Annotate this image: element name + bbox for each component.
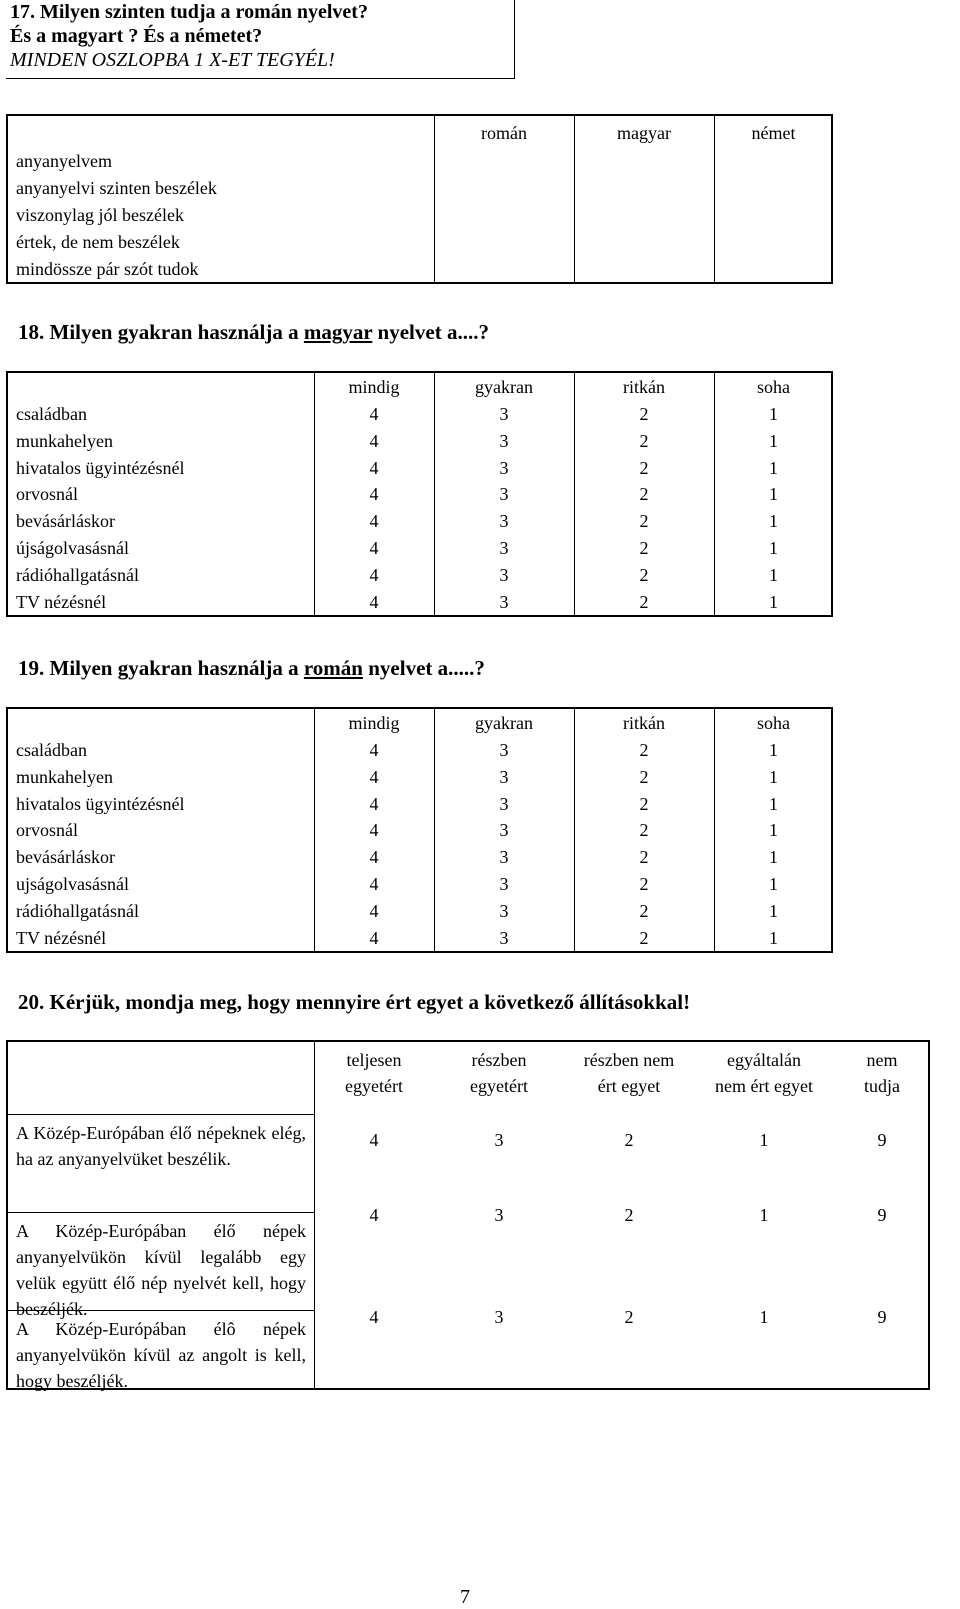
q18-row-value[interactable]: 2 bbox=[639, 484, 649, 505]
q20-col-reszben-nem: részben nem ért egyet bbox=[583, 1050, 675, 1096]
q19-row-value[interactable]: 4 bbox=[369, 740, 379, 760]
q19-title-suffix: nyelvet a.....? bbox=[362, 656, 485, 680]
q20-row-value[interactable]: 1 bbox=[759, 1130, 769, 1150]
q19-row-value[interactable]: 4 bbox=[369, 766, 379, 787]
q17-line1: 17. Milyen szinten tudja a román nyelvet? bbox=[10, 1, 368, 23]
q19-col-gyakran: gyakran bbox=[475, 713, 533, 733]
q19-row-value[interactable]: 2 bbox=[639, 847, 649, 868]
q18-col-gyakran: gyakran bbox=[475, 377, 533, 397]
q18-row-value[interactable]: 2 bbox=[639, 538, 649, 558]
q19-row-label: hivatalos ügyintézésnél bbox=[16, 793, 185, 814]
q19-row-value[interactable]: 2 bbox=[639, 766, 649, 787]
q20-statement: A Közép-Európában élô népek anyanyelvükön kívül az angolt is kell, hogy beszéljék. bbox=[16, 1319, 306, 1391]
q18-row-value[interactable]: 1 bbox=[769, 564, 778, 585]
q18-row-value[interactable]: 4 bbox=[369, 591, 379, 612]
q20-row-value[interactable]: 4 bbox=[369, 1307, 379, 1327]
q19-col-soha: soha bbox=[757, 713, 790, 733]
q18-row-value[interactable]: 2 bbox=[639, 591, 649, 612]
q18-row-value[interactable]: 3 bbox=[499, 591, 509, 612]
q17-row-label: értek, de nem beszélek bbox=[16, 232, 180, 252]
q18-row-value[interactable]: 3 bbox=[499, 511, 509, 532]
q17-row-label: viszonylag jól beszélek bbox=[16, 205, 184, 225]
q20-row-value[interactable]: 3 bbox=[494, 1130, 504, 1150]
q18-row-value[interactable]: 4 bbox=[369, 484, 379, 505]
q19-row-label: munkahelyen bbox=[16, 766, 113, 787]
q19-row-value[interactable]: 1 bbox=[769, 900, 778, 921]
q18-row-value[interactable]: 1 bbox=[769, 538, 778, 558]
q19-row-value[interactable]: 4 bbox=[369, 820, 379, 841]
q19-row-value[interactable]: 3 bbox=[499, 820, 509, 841]
q19-title-prefix: 19. Milyen gyakran használja a bbox=[18, 656, 304, 680]
q18-row-label: rádióhallgatásnál bbox=[16, 564, 139, 585]
q20-row-value[interactable]: 1 bbox=[759, 1307, 769, 1327]
q19-row-value[interactable]: 3 bbox=[499, 793, 509, 814]
q18-row-value[interactable]: 2 bbox=[639, 430, 649, 451]
q19-col-ritkan: ritkán bbox=[623, 713, 665, 733]
q20-row-value[interactable]: 9 bbox=[877, 1130, 887, 1150]
q20-row-value[interactable]: 9 bbox=[877, 1205, 887, 1225]
q18-col-ritkan: ritkán bbox=[623, 377, 665, 397]
q19-row-value[interactable]: 1 bbox=[769, 820, 778, 841]
q17-row-label: mindössze pár szót tudok bbox=[16, 259, 199, 279]
q18-table bbox=[6, 371, 833, 617]
q19-row-value[interactable]: 4 bbox=[369, 927, 379, 948]
q18-row-value[interactable]: 4 bbox=[369, 538, 379, 558]
q19-row-value[interactable]: 3 bbox=[499, 740, 509, 760]
q20-statement: A Közép-Európában élő népeknek elég, ha az anyanyelvüket beszélik. bbox=[16, 1123, 306, 1169]
q19-table bbox=[6, 707, 833, 953]
q18-row-value[interactable]: 3 bbox=[499, 430, 509, 451]
q19-row-value[interactable]: 4 bbox=[369, 793, 379, 814]
q19-row-value[interactable]: 2 bbox=[639, 900, 649, 921]
q18-row-label: munkahelyen bbox=[16, 430, 113, 451]
q18-row-value[interactable]: 1 bbox=[769, 511, 778, 532]
q18-row-value[interactable]: 4 bbox=[369, 457, 379, 478]
q20-col-nem-tudja: nem tudja bbox=[864, 1050, 900, 1096]
q18-row-value[interactable]: 4 bbox=[369, 430, 379, 451]
q20-row-value[interactable]: 2 bbox=[624, 1205, 634, 1225]
q18-row-value[interactable]: 2 bbox=[639, 511, 649, 532]
q18-row-value[interactable]: 1 bbox=[769, 457, 778, 478]
q18-row-value[interactable]: 1 bbox=[769, 430, 778, 451]
q18-row-value[interactable]: 2 bbox=[639, 564, 649, 585]
q19-row-value[interactable]: 2 bbox=[639, 874, 649, 894]
q18-row-value[interactable]: 1 bbox=[769, 484, 778, 505]
q18-row-value[interactable]: 3 bbox=[499, 457, 509, 478]
q19-row-value[interactable]: 1 bbox=[769, 793, 778, 814]
q19-row-value[interactable]: 2 bbox=[639, 927, 649, 948]
q18-row-value[interactable]: 4 bbox=[369, 564, 379, 585]
q18-title-language: magyar bbox=[303, 320, 373, 344]
q19-row-label: orvosnál bbox=[16, 820, 78, 841]
q17-title bbox=[10, 0, 368, 72]
q19-row-value[interactable]: 3 bbox=[499, 847, 509, 868]
q19-row-value[interactable]: 2 bbox=[639, 793, 649, 814]
q17-instruction: MINDEN OSZLOPBA 1 X-ET TEGYÉL! bbox=[10, 49, 335, 71]
q17-col-magyar: magyar bbox=[617, 123, 671, 143]
q19-title-language: román bbox=[303, 656, 363, 680]
q19-col-mindig: mindig bbox=[348, 713, 400, 733]
q18-row-value[interactable]: 1 bbox=[769, 404, 778, 424]
q20-statement: A Közép-Európában élő népek anyanyelvükön kívül legalább egy velük együtt élő nép nyelvét kell, hogy beszéljék. bbox=[16, 1221, 306, 1319]
q18-row-value[interactable]: 2 bbox=[639, 457, 649, 478]
q19-row-value[interactable]: 1 bbox=[769, 847, 778, 868]
q17-col-nemet: német bbox=[751, 123, 796, 143]
q18-row-value[interactable]: 3 bbox=[499, 404, 509, 424]
q20-table bbox=[6, 1040, 930, 1390]
q18-row-label: TV nézésnél bbox=[16, 591, 107, 612]
q18-row-label: családban bbox=[16, 404, 87, 424]
q17-line2: És a magyart ? És a németet? bbox=[10, 25, 263, 47]
q18-col-mindig: mindig bbox=[348, 377, 400, 397]
q19-row-value[interactable]: 3 bbox=[499, 927, 509, 948]
q18-row-value[interactable]: 1 bbox=[769, 591, 778, 612]
q19-row-value[interactable]: 4 bbox=[369, 847, 379, 868]
q19-row-value[interactable]: 4 bbox=[369, 900, 379, 921]
q19-row-value[interactable]: 1 bbox=[769, 766, 778, 787]
q19-row-label: rádióhallgatásnál bbox=[16, 900, 139, 921]
q20-row-value[interactable]: 4 bbox=[369, 1130, 379, 1150]
q20-row-value[interactable]: 9 bbox=[877, 1307, 887, 1327]
q20-row-value[interactable]: 2 bbox=[624, 1307, 634, 1327]
q18-row-label: hivatalos ügyintézésnél bbox=[16, 457, 185, 478]
q19-row-label: ujságolvasásnál bbox=[16, 874, 129, 894]
q18-row-label: orvosnál bbox=[16, 484, 78, 505]
q18-row-value[interactable]: 3 bbox=[499, 484, 509, 505]
q19-row-value[interactable]: 3 bbox=[499, 900, 509, 921]
q18-row-value[interactable]: 4 bbox=[369, 404, 379, 424]
q19-row-value[interactable]: 1 bbox=[769, 740, 778, 760]
q18-title-prefix: 18. Milyen gyakran használja a bbox=[18, 320, 304, 344]
q19-row-value[interactable]: 3 bbox=[499, 874, 509, 894]
q19-row-value[interactable]: 3 bbox=[499, 766, 509, 787]
q18-row-value[interactable]: 4 bbox=[369, 511, 379, 532]
q19-row-label: TV nézésnél bbox=[16, 927, 107, 948]
q17-row-label: anyanyelvem bbox=[16, 151, 112, 171]
q18-row-label: újságolvasásnál bbox=[16, 538, 129, 558]
q19-row-value[interactable]: 2 bbox=[639, 740, 649, 760]
q18-title bbox=[18, 320, 489, 345]
page-number: 7 bbox=[460, 1586, 470, 1608]
q18-row-label: bevásárláskor bbox=[16, 511, 115, 532]
q20-title: 20. Kérjük, mondja meg, hogy mennyire ért egyet a következő állításokkal! bbox=[18, 990, 691, 1014]
q20-col-egyaltalan: egyáltalán nem ért egyet bbox=[715, 1050, 813, 1096]
q20-row-value[interactable]: 3 bbox=[494, 1307, 504, 1327]
q18-row-value[interactable]: 3 bbox=[499, 564, 509, 585]
q20-row-value[interactable]: 3 bbox=[494, 1205, 504, 1225]
q19-row-label: bevásárláskor bbox=[16, 847, 115, 868]
q19-title bbox=[18, 656, 485, 681]
q19-row-value[interactable]: 1 bbox=[769, 874, 778, 894]
q19-row-value[interactable]: 4 bbox=[369, 874, 379, 894]
q19-row-value[interactable]: 2 bbox=[639, 820, 649, 841]
q19-row-value[interactable]: 1 bbox=[769, 927, 778, 948]
q20-col-teljesen: teljesen egyetért bbox=[345, 1050, 403, 1096]
q20-row-value[interactable]: 1 bbox=[759, 1205, 769, 1225]
q17-row-label: anyanyelvi szinten beszélek bbox=[16, 178, 217, 198]
q19-row-label: családban bbox=[16, 740, 87, 760]
q18-row-value[interactable]: 2 bbox=[639, 404, 649, 424]
q20-row-value[interactable]: 4 bbox=[369, 1205, 379, 1225]
q18-title-suffix: nyelvet a....? bbox=[372, 320, 489, 344]
q18-col-soha: soha bbox=[757, 377, 790, 397]
q20-row-value[interactable]: 2 bbox=[624, 1130, 634, 1150]
q20-col-reszben: részben egyetért bbox=[470, 1050, 528, 1096]
q17-table bbox=[6, 114, 833, 284]
q17-col-roman: román bbox=[481, 123, 527, 143]
q18-row-value[interactable]: 3 bbox=[499, 538, 509, 558]
